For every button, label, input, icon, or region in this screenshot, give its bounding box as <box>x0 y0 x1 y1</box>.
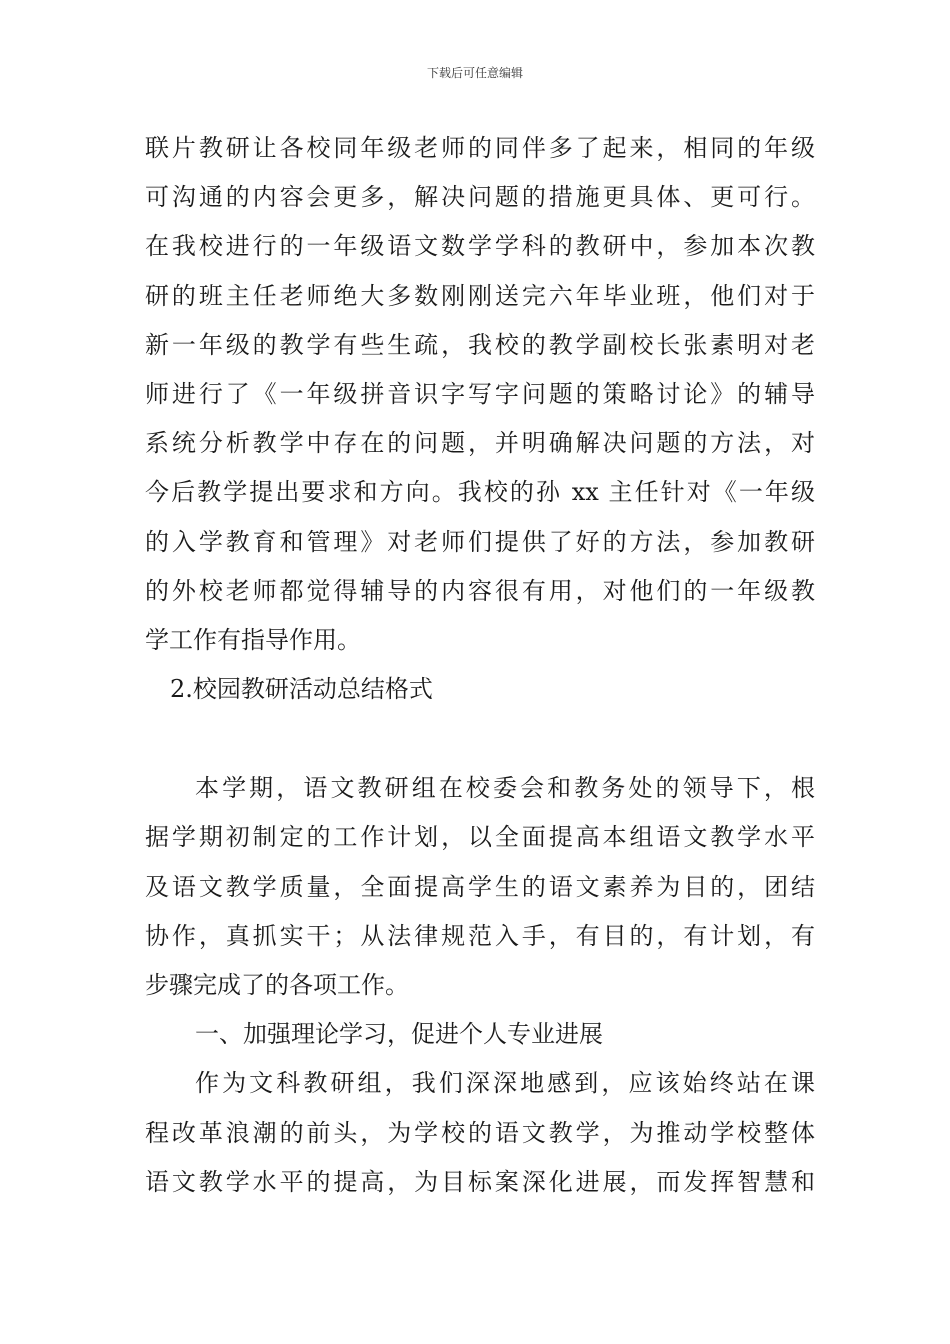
paragraph-line: 本学期，语文教研组在校委会和教务处的领导下，根 <box>195 774 815 803</box>
spacer <box>145 714 815 764</box>
section-heading: 2.校园教研活动总结格式 <box>170 675 433 704</box>
paragraph-line: 可沟通的内容会更多，解决问题的措施更具体、更可行。 <box>145 183 815 212</box>
document-body <box>145 124 815 1207</box>
paragraph-line: 作为文科教研组，我们深深地感到，应该始终站在课 <box>195 1069 815 1098</box>
paragraph-line: 新一年级的教学有些生疏，我校的教学副校长张素明对老 <box>145 330 815 359</box>
paragraph-line: 步骤完成了的各项工作。 <box>145 971 409 999</box>
paragraph-line: 据学期初制定的工作计划，以全面提高本组语文教学水平 <box>145 823 815 852</box>
paragraph-line: 今后教学提出要求和方向。我校的孙 xx 主任针对《一年级 <box>145 478 815 507</box>
paragraph-line: 师进行了《一年级拼音识字写字问题的策略讨论》的辅导 <box>145 379 815 408</box>
paragraph-line: 学工作有指导作用。 <box>145 625 361 654</box>
paragraph-line: 系统分析教学中存在的问题，并明确解决问题的方法，对 <box>145 429 815 458</box>
paragraph-line: 协作，真抓实干；从法律规范入手，有目的，有计划，有 <box>145 921 815 950</box>
paragraph-line: 联片教研让各校同年级老师的同伴多了起来，相同的年级 <box>145 134 815 162</box>
paragraph-line: 语文教学水平的提高，为目标案深化进展，而发挥智慧和 <box>145 1167 815 1196</box>
paragraph-line: 及语文教学质量，全面提高学生的语文素养为目的，团结 <box>145 872 815 901</box>
paragraph-line: 的入学教育和管理》对老师们提供了好的方法，参加教研 <box>145 527 815 556</box>
paragraph-3 <box>145 1059 815 1207</box>
paragraph-line: 研的班主任老师绝大多数刚刚送完六年毕业班，他们对于 <box>145 281 815 310</box>
paragraph-1 <box>145 124 815 665</box>
paragraph-line: 在我校进行的一年级语文数学学科的教研中，参加本次教 <box>145 232 815 261</box>
paragraph-2 <box>145 764 815 1010</box>
paragraph-line: 程改革浪潮的前头，为学校的语文教学，为推动学校整体 <box>145 1118 815 1147</box>
page-header-note: 下载后可任意编辑 <box>426 66 523 80</box>
subheading: 一、加强理论学习，促进个人专业进展 <box>195 1020 603 1049</box>
paragraph-line: 的外校老师都觉得辅导的内容很有用，对他们的一年级教 <box>145 576 815 605</box>
